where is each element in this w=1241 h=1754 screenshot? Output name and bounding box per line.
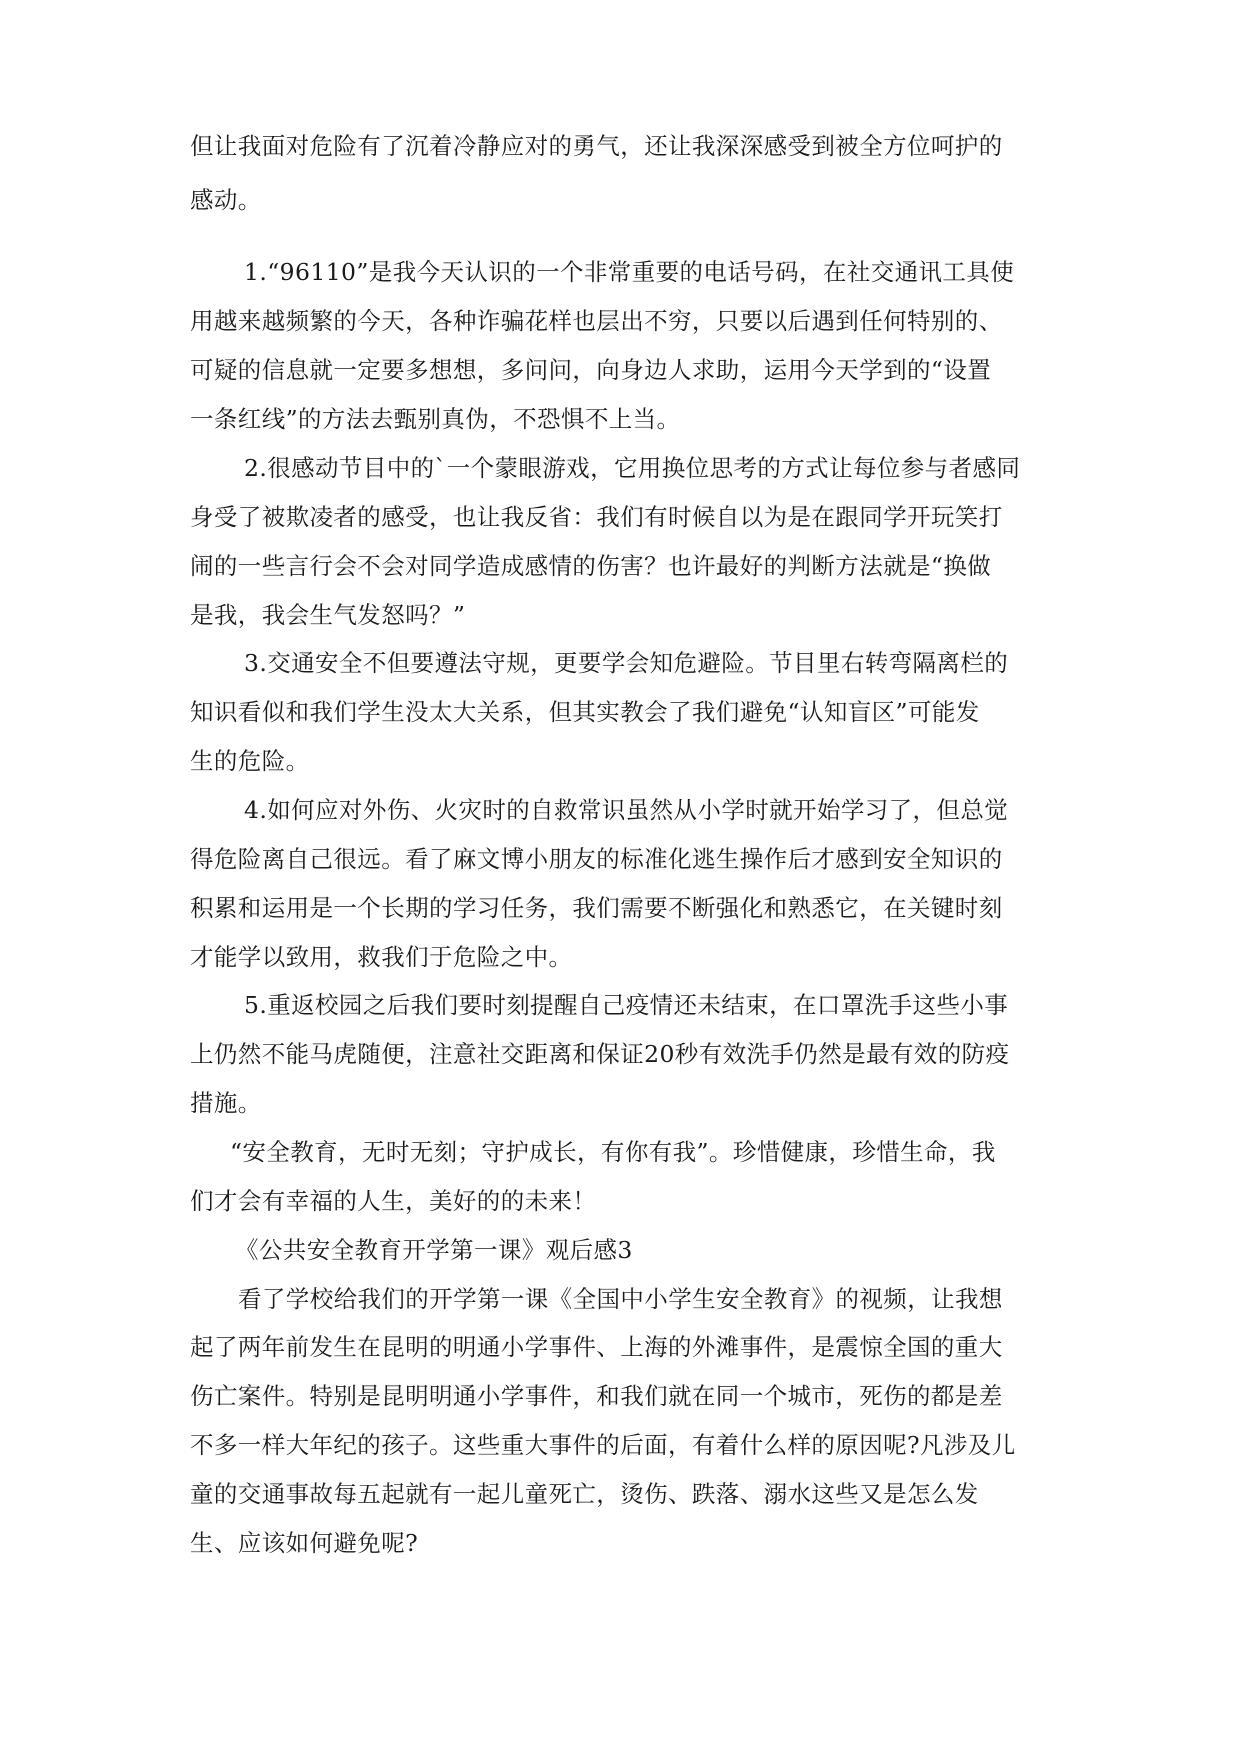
text-line: 但让我面对危险有了沉着冷静应对的勇气，还让我深深感受到被全方位呵护的	[190, 132, 1003, 160]
text-line: 生、应该如何避免呢?	[190, 1529, 419, 1557]
text-line: 身受了被欺凌者的感受，也让我反省：我们有时候自以为是在跟同学开玩笑打	[190, 503, 1003, 531]
text-line: 措施。	[190, 1089, 262, 1117]
text-line: 们才会有幸福的人生，美好的的未来！	[190, 1187, 597, 1215]
text-line: 用越来越频繁的今天，各种诈骗花样也层出不穷，只要以后遇到任何特别的、	[190, 307, 1003, 335]
list-item-5-line: 5.重返校园之后我们要时刻提醒自己疫情还未结束，在口罩洗手这些小事	[244, 991, 1009, 1019]
text-line: 知识看似和我们学生没太大关系，但其实教会了我们避免“认知盲区”可能发	[190, 698, 980, 726]
text-line: 感动。	[190, 186, 262, 214]
text-line: 一条红线”的方法去甄别真伪，不恐惧不上当。	[190, 405, 681, 433]
text-line: 伤亡案件。特别是昆明明通小学事件，和我们就在同一个城市，死伤的都是差	[190, 1382, 1003, 1410]
list-item-4-line: 4.如何应对外伤、火灾时的自救常识虽然从小学时就开始学习了，但总觉	[244, 796, 1009, 824]
text-line: 积累和运用是一个长期的学习任务，我们需要不断强化和熟悉它，在关键时刻	[190, 894, 1003, 922]
list-item-1-line: 1.“96110”是我今天认识的一个非常重要的电话号码，在社交通讯工具使	[244, 258, 1015, 286]
text-line: 起了两年前发生在昆明的明通小学事件、上海的外滩事件，是震惊全国的重大	[190, 1333, 1003, 1361]
section-heading: 《公共安全教育开学第一课》观后感3	[235, 1236, 633, 1264]
paragraph-first-line: 看了学校给我们的开学第一课《全国中小学生安全教育》的视频，让我想	[238, 1285, 1003, 1313]
text-line: 是我，我会生气发怒吗？”	[190, 601, 466, 629]
text-line: 生的危险。	[190, 747, 310, 775]
text-line: 上仍然不能马虎随便，注意社交距离和保证20秒有效洗手仍然是最有效的防疫	[190, 1040, 1010, 1068]
quote-line: “安全教育，无时无刻；守护成长，有你有我”。珍惜健康，珍惜生命，我	[230, 1138, 996, 1166]
text-line: 童的交通事故每五起就有一起儿童死亡，烫伤、跌落、溺水这些又是怎么发	[190, 1480, 979, 1508]
list-item-2-line: 2.很感动节目中的`一个蒙眼游戏，它用换位思考的方式让每位参与者感同	[244, 454, 1021, 482]
text-line: 可疑的信息就一定要多想想，多问问，向身边人求助，运用今天学到的“设置	[190, 356, 992, 384]
text-line: 闹的一些言行会不会对同学造成感情的伤害？也许最好的判断方法就是“换做	[190, 552, 992, 580]
text-line: 不多一样大年纪的孩子。这些重大事件的后面，有着什么样的原因呢?凡涉及儿	[190, 1431, 1016, 1459]
list-item-3-line: 3.交通安全不但要遵法守规，更要学会知危避险。节目里右转弯隔离栏的	[244, 649, 1009, 677]
text-line: 得危险离自己很远。看了麻文博小朋友的标准化逃生操作后才感到安全知识的	[190, 845, 1003, 873]
text-line: 才能学以致用，救我们于危险之中。	[190, 943, 573, 971]
